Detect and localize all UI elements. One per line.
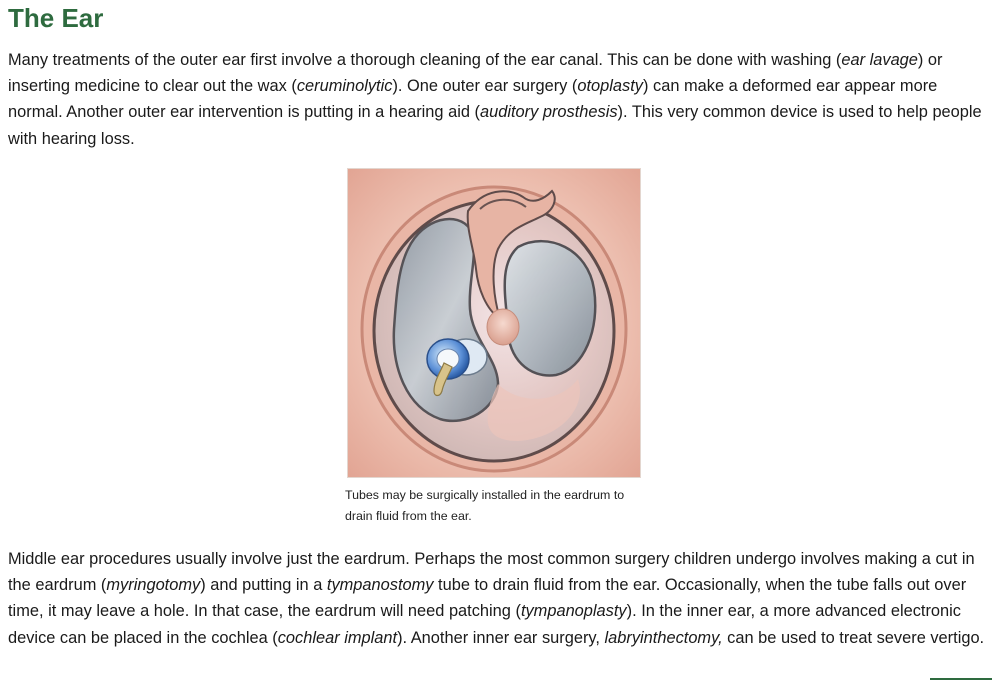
italic-term: tympanoplasty bbox=[520, 602, 627, 621]
paragraph-outer-ear: Many treatments of the outer ear first involve a thorough cleaning of the ear canal. This can be done with washing (ear lavage) or inserting medicine to clear out the wax (ceruminolytic). One outer ear surgery (otoplasty) can make a deformed ear appear more normal. Another outer ear intervention is putting in a hearing aid (auditory prosthesis). This very common device is used to help people with hearing loss. bbox=[8, 51, 982, 148]
paragraph-middle-inner-ear: Middle ear procedures usually involve just the eardrum. Perhaps the most common surgery children undergo involves making a cut in the eardrum (myringotomy) and putting in a tympanostomy tube to drain fluid from the ear. Occasionally, when the tube falls out over time, it may leave a hole. In that case, the eardrum will need patching (tympanoplasty). In the inner ear, a more advanced electronic device can be placed in the cochlea (cochlear implant). Another inner ear surgery, labryinthectomy, can be used to treat severe vertigo. bbox=[8, 550, 985, 647]
eardrum-tube-image bbox=[348, 169, 640, 477]
eardrum-illustration bbox=[347, 168, 641, 478]
italic-term: tympanostomy bbox=[326, 576, 434, 595]
figure-caption: Tubes may be surgically installed in the eardrum to drain fluid from the ear. bbox=[345, 488, 625, 523]
italic-term: ceruminolytic bbox=[296, 77, 393, 96]
italic-term: auditory prosthesis bbox=[479, 103, 618, 122]
italic-term: labryinthectomy, bbox=[604, 628, 723, 647]
italic-term: otoplasty bbox=[577, 77, 643, 96]
page-title: The Ear bbox=[8, 3, 104, 33]
italic-term: cochlear implant bbox=[277, 628, 398, 647]
italic-term: ear lavage bbox=[841, 51, 918, 69]
section-divider bbox=[930, 678, 992, 680]
italic-term: myringotomy bbox=[106, 576, 201, 595]
